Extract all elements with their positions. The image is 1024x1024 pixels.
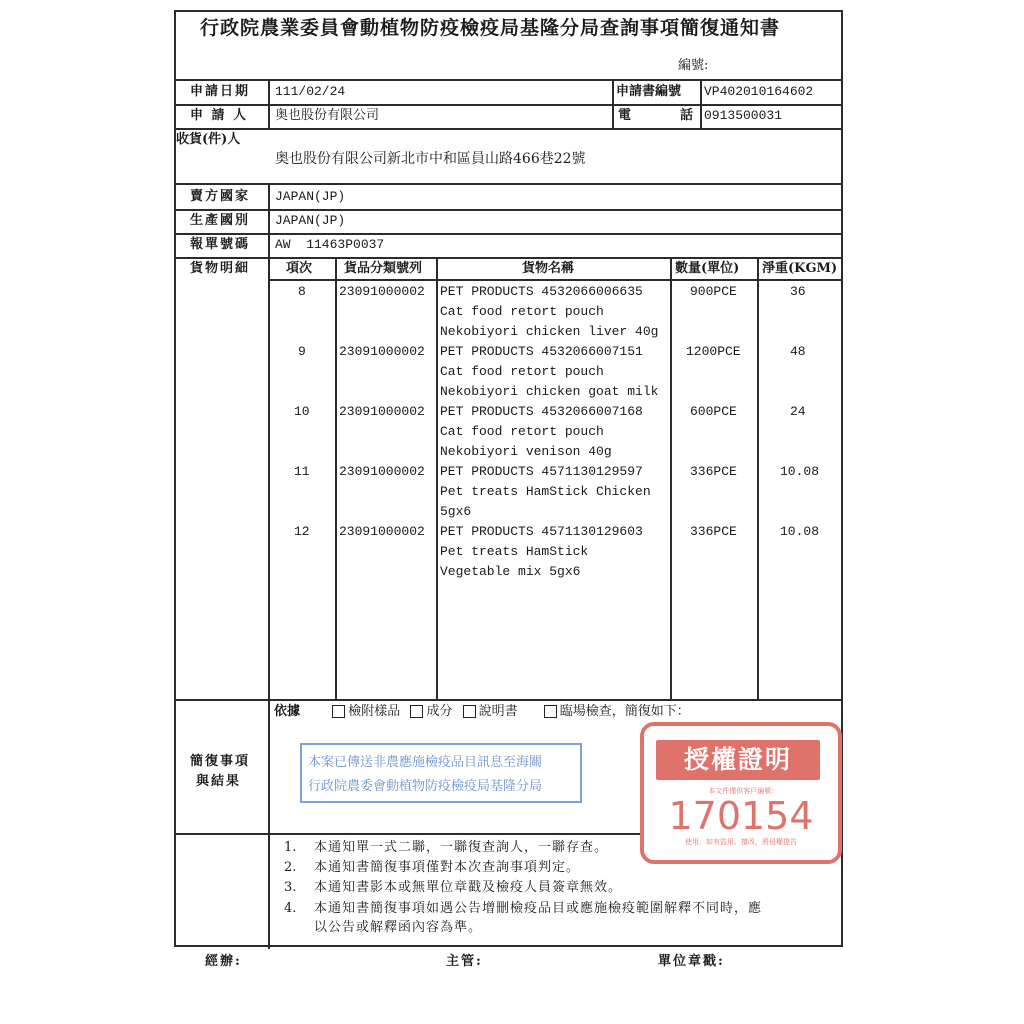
seller-country-value: JAPAN(JP) — [275, 189, 346, 204]
consignee-label: 收貨(件)人 — [176, 132, 241, 147]
goods-weight: 36 — [790, 284, 806, 299]
goods-name-line3: Nekobiyori venison 40g — [440, 444, 612, 459]
handler-label: 經辦: — [205, 954, 242, 969]
goods-name-line1: PET PRODUCTS 4571130129603 — [440, 524, 643, 539]
goods-name-line3: Nekobiyori chicken liver 40g — [440, 324, 659, 339]
phone-value: 0913500031 — [704, 108, 783, 123]
goods-header-name: 貨物名稱 — [522, 261, 575, 276]
goods-qty: 1200PCE — [686, 344, 741, 359]
manual-option: 說明書 — [478, 704, 518, 719]
apply-date-value: 111/02/24 — [275, 84, 346, 99]
goods-name-line1: PET PRODUCTS 4532066006635 — [440, 284, 643, 299]
goods-name-line1: PET PRODUCTS 4532066007168 — [440, 404, 643, 419]
goods-header-code: 貨品分類號列 — [344, 261, 423, 276]
goods-name-line3: Nekobiyori chicken goat milk — [440, 384, 659, 399]
goods-no: 12 — [294, 524, 310, 539]
goods-name-line3: Vegetable mix 5gx6 — [440, 564, 581, 579]
application-no-label: 申請書編號 — [616, 84, 682, 99]
phone-label-a: 電 — [618, 108, 632, 123]
goods-code: 23091000002 — [339, 464, 425, 479]
goods-no: 9 — [298, 344, 306, 359]
origin-country-label: 生產國別 — [190, 213, 251, 228]
document-title: 行政院農業委員會動植物防疫檢疫局基隆分局查詢事項簡復通知書 — [200, 17, 781, 39]
seller-country-label: 賣方國家 — [190, 189, 251, 204]
authorization-subtext: 本文件僅供客戶編號: — [708, 787, 774, 795]
goods-no: 8 — [298, 284, 306, 299]
note-text: 本通知書簡復事項僅對本次查詢事項判定。 — [314, 860, 581, 875]
goods-name-line3: 5gx6 — [440, 504, 472, 519]
supervisor-label: 主管: — [446, 954, 483, 969]
note-text: 以公告或解釋函內容為準。 — [314, 920, 483, 935]
goods-weight: 24 — [790, 404, 806, 419]
note-number: 4. — [284, 901, 297, 916]
reply-label-1: 簡復事項 — [190, 754, 251, 769]
goods-code: 23091000002 — [339, 524, 425, 539]
declaration-no-label: 報單號碼 — [190, 237, 251, 252]
goods-no: 10 — [294, 404, 310, 419]
goods-name-line1: PET PRODUCTS 4532066007151 — [440, 344, 643, 359]
applicant-label: 申 請 人 — [190, 108, 249, 123]
goods-name-line2: Pet treats HamStick — [440, 544, 589, 559]
serial-label: 編號: — [678, 58, 709, 73]
ingredient-checkbox — [410, 705, 423, 718]
sample-checkbox — [332, 705, 345, 718]
goods-name-line2: Cat food retort pouch — [440, 364, 604, 379]
goods-weight: 48 — [790, 344, 806, 359]
goods-name-line2: Cat food retort pouch — [440, 304, 604, 319]
consignee-value: 奥也股份有限公司新北市中和區員山路466巷22號 — [275, 151, 586, 167]
manual-checkbox — [463, 705, 476, 718]
basis-row — [274, 702, 690, 722]
goods-header-weight: 淨重(KGM) — [762, 261, 838, 276]
basis-label: 依據 — [274, 704, 301, 719]
goods-qty: 336PCE — [690, 524, 737, 539]
ingredient-option: 成分 — [426, 704, 453, 719]
note-text: 本通知書簡復事項如遇公告增刪檢疫品目或應施檢疫範圍解釋不同時，應 — [314, 901, 763, 916]
goods-detail-label: 貨物明細 — [190, 261, 251, 276]
goods-no: 11 — [294, 464, 310, 479]
phone-label-b: 話 — [680, 108, 694, 123]
unit-seal-label: 單位章戳: — [658, 954, 725, 969]
goods-header-qty: 數量(單位) — [675, 261, 740, 276]
origin-country-value: JAPAN(JP) — [275, 213, 346, 228]
sample-option: 檢附樣品 — [348, 704, 401, 719]
onsite-option: 臨場檢查，簡復如下： — [559, 704, 690, 719]
authorization-title: 授權證明 — [683, 745, 792, 774]
quarantine-stamp-line1: 本案已傳送非農應施檢疫品目訊息至海關 — [308, 755, 543, 770]
note-number: 3. — [284, 880, 297, 895]
goods-code: 23091000002 — [339, 404, 425, 419]
goods-weight: 10.08 — [780, 464, 820, 479]
declaration-no-value: AW 11463P0037 — [275, 237, 385, 252]
authorization-number: 170154 — [668, 794, 814, 838]
apply-date-label: 申請日期 — [190, 84, 251, 99]
goods-qty: 900PCE — [690, 284, 737, 299]
goods-code: 23091000002 — [339, 344, 425, 359]
goods-header-no: 項次 — [286, 261, 313, 276]
reply-label-2: 與結果 — [196, 774, 242, 789]
goods-qty: 600PCE — [690, 404, 737, 419]
application-no-value: VP402010164602 — [704, 84, 814, 99]
goods-name-line2: Cat food retort pouch — [440, 424, 604, 439]
note-number: 2. — [284, 860, 297, 875]
authorization-footer: 使用，如有盜用、擅改，將侵權提告 — [685, 838, 797, 846]
goods-name-line1: PET PRODUCTS 4571130129597 — [440, 464, 643, 479]
quarantine-stamp — [300, 743, 582, 803]
quarantine-stamp-line2: 行政院農委會動植物防疫檢疫局基隆分局 — [308, 779, 543, 794]
note-text: 本通知書影本或無單位章戳及檢疫人員簽章無效。 — [314, 880, 623, 895]
note-number: 1. — [284, 840, 297, 855]
goods-weight: 10.08 — [780, 524, 820, 539]
applicant-value: 奥也股份有限公司 — [275, 108, 380, 123]
note-text: 本通知單一式二聯，一聯復查詢人，一聯存查。 — [314, 840, 609, 855]
goods-code: 23091000002 — [339, 284, 425, 299]
goods-qty: 336PCE — [690, 464, 737, 479]
goods-name-line2: Pet treats HamStick Chicken — [440, 484, 651, 499]
onsite-checkbox — [544, 705, 557, 718]
authorization-stamp — [640, 722, 842, 864]
